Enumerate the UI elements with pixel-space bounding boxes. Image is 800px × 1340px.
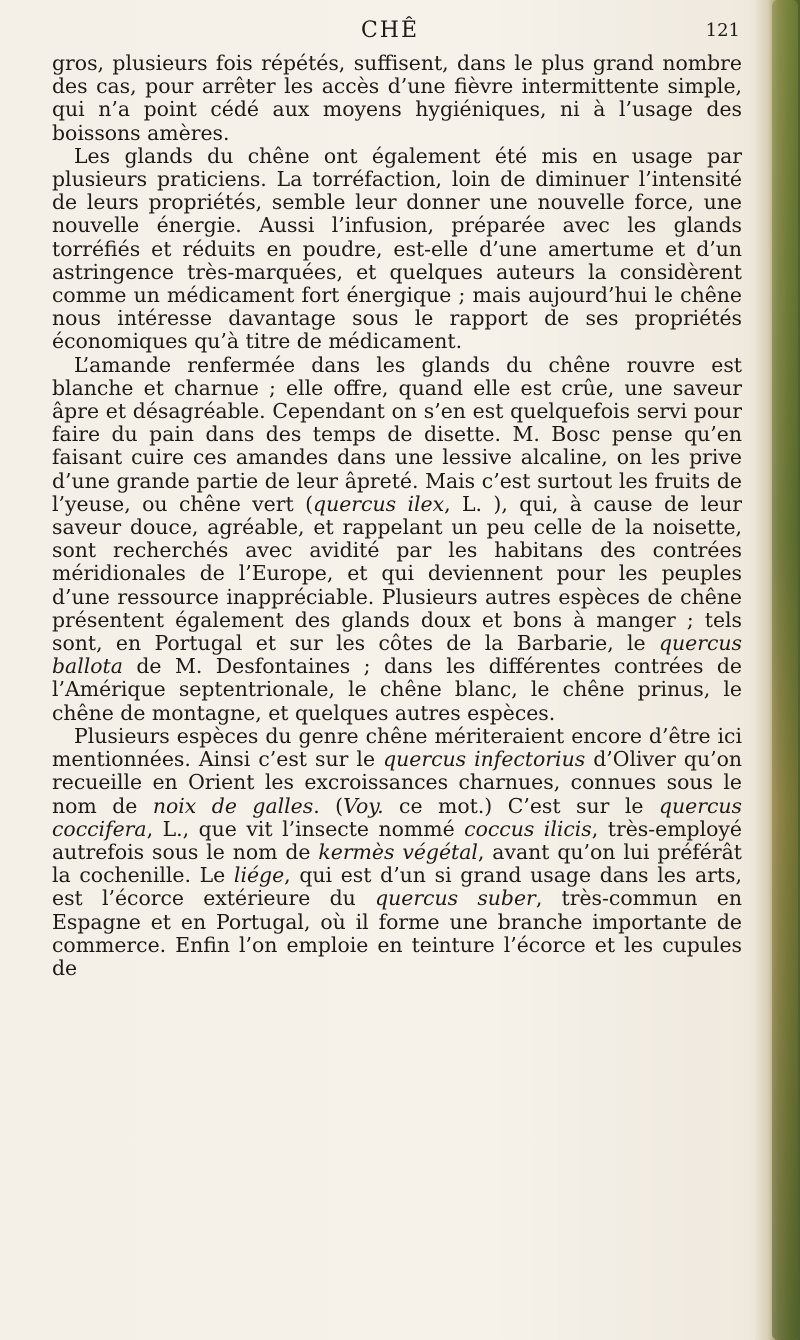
text-run: d’Oliver qu’on recueille en Orient les excroissances charnues, connues sous le nom de (52, 747, 742, 818)
text-run: L’amande renfermée dans les glands du chêne rouvre est blanche et charnue ; elle offre, quand elle est crûe, une saveur âpre et désagréable. Cependant on s’en est quelquefois servi pour faire du pain dans des temps de disette. M. Bosc pense qu’en faisant cuire ces amandes dans une lessive alcaline, on les prive d’une grande partie de leur âpreté. Mais c’est surtout les fruits de l’yeuse, ou chêne vert ( (52, 352, 742, 516)
page-number: 121 (705, 20, 740, 41)
text-run: . ( (313, 793, 344, 818)
italic-term: quercus suber (375, 886, 536, 911)
page-header (40, 16, 740, 50)
running-head: CHÊ (360, 18, 420, 43)
text-run: , qui est d’un si grand usage dans les arts, est l’écorce extérieure du (52, 863, 742, 911)
italic-term: quercus ballota (52, 631, 742, 679)
italic-term: liége (233, 863, 285, 888)
text-run: ce mot.) C’est sur le (383, 793, 659, 818)
text-run: , avant qu’on lui préférât la cochenille. Le (52, 839, 742, 888)
body-text (52, 52, 742, 980)
paragraph (52, 354, 742, 725)
italic-term: coccus ilicis (464, 816, 592, 841)
paragraph (52, 725, 742, 980)
text-run: gros, plusieurs fois répétés, suffisent, dans le plus grand nombre des cas, pour arrêter les accès d’une fièvre intermittente simple, qui n’a point cédé aux moyens hygiéniques, ni à l’usage des boissons amères. (52, 51, 742, 145)
text-run: de M. Desfontaines ; dans les différentes contrées de l’Amérique septentrionale, le chêne blanc, le chêne prinus, le chêne de montagne, et quelques autres espèces. (52, 654, 742, 725)
page-edge-binding (754, 0, 800, 1340)
paragraph (52, 52, 742, 145)
italic-term: kermès végétal (318, 839, 478, 864)
text-run: , L., que vit l’insecte nommé (146, 816, 465, 841)
italic-term: quercus ilex (313, 491, 445, 516)
italic-term: noix de galles (152, 793, 314, 818)
paragraph (52, 145, 742, 354)
italic-term: quercus coccifera (52, 793, 743, 841)
italic-term: quercus infectorius (383, 747, 586, 772)
text-run: , très-commun en Espagne et en Portugal, où il forme une branche importante de commerce. Enfin l’on emploie en teinture l’écorce et les cupules de (52, 886, 743, 980)
text-run: , L. ), qui, à cause de leur saveur douce, agréable, et rappelant un peu celle de la noisette, sont recherchés avec avidité par les habitans des contrées méridionales de l’Europe, et qui deviennent pour les peuples d’une ressource inappréciable. Plusieurs autres espèces de chêne présentent également des glands doux et bons à manger ; tels sont, en Portugal et sur les côtes de la Barbarie, le (52, 491, 742, 656)
italic-term: Voy. (343, 793, 384, 818)
text-run: Les glands du chêne ont également été mis en usage par plusieurs praticiens. La torréfaction, loin de diminuer l’intensité de leurs propriétés, semble leur donner une nouvelle force, une nouvelle énergie. Aussi l’infusion, préparée avec les glands torréfiés et réduits en poudre, est-elle d’une amertume et d’un astringence très-marquées, et quelques auteurs la considèrent comme un médicament fort énergique ; mais aujourd’hui le chêne nous intéresse davantage sous le rapport de ses propriétés économiques qu’à titre de médicament. (52, 143, 742, 354)
text-run: , très-employé autrefois sous le nom de (52, 816, 742, 864)
text-run: Plusieurs espèces du genre chêne mériteraient encore d’être ici mentionnées. Ainsi c’est sur le (52, 723, 742, 772)
